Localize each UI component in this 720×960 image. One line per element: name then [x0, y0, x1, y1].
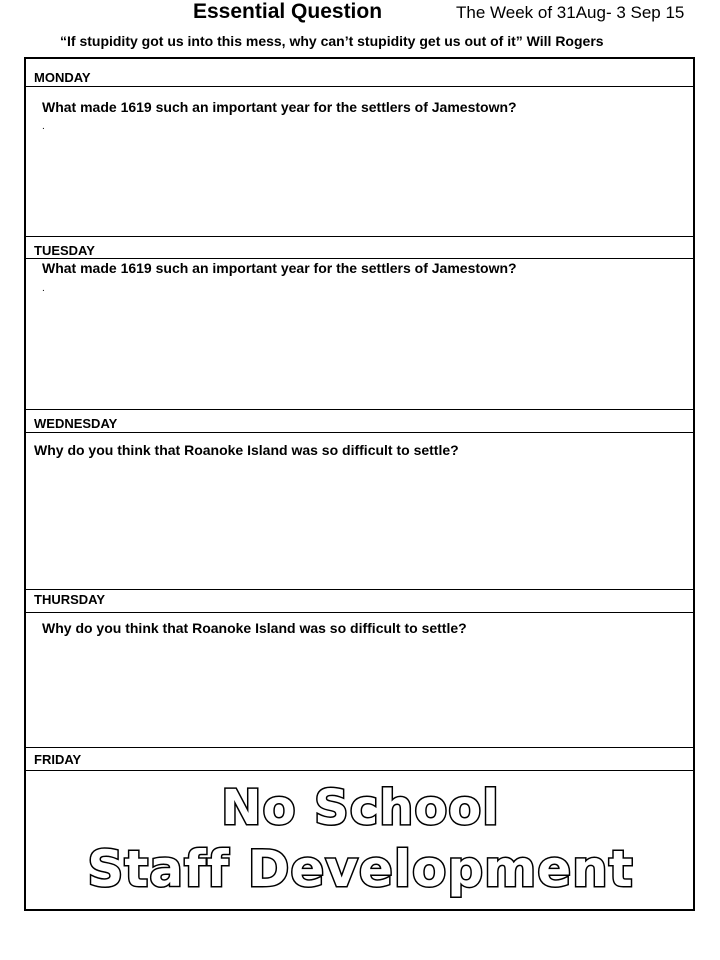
day-label-thursday: THURSDAY: [34, 592, 106, 607]
day-label-monday: MONDAY: [34, 70, 91, 85]
tuesday-question: What made 1619 such an important year for the settlers of Jamestown?: [42, 260, 517, 276]
divider: [26, 432, 695, 433]
divider: [26, 258, 695, 259]
divider: [26, 612, 695, 613]
divider: [26, 409, 695, 410]
staff-development-notice: Staff Development: [87, 840, 634, 898]
day-label-friday: FRIDAY: [34, 752, 82, 767]
divider: [26, 236, 695, 237]
tuesday-mark: .: [42, 283, 45, 294]
monday-mark: .: [42, 121, 45, 132]
week-range: The Week of 31Aug- 3 Sep 15: [456, 3, 685, 22]
divider: [26, 770, 695, 771]
monday-question: What made 1619 such an important year for the settlers of Jamestown?: [42, 99, 517, 115]
wednesday-question: Why do you think that Roanoke Island was so difficult to settle?: [34, 442, 459, 458]
divider: [26, 747, 695, 748]
divider: [26, 86, 695, 87]
thursday-question: Why do you think that Roanoke Island was so difficult to settle?: [42, 620, 467, 636]
divider: [26, 589, 695, 590]
day-label-wednesday: WEDNESDAY: [34, 416, 118, 431]
no-school-notice: No School: [221, 780, 500, 836]
day-label-tuesday: TUESDAY: [34, 243, 95, 258]
quote: “If stupidity got us into this mess, why can’t stupidity get us out of it” Will Rogers: [60, 33, 604, 49]
essential-question-title: Essential Question: [193, 0, 383, 23]
